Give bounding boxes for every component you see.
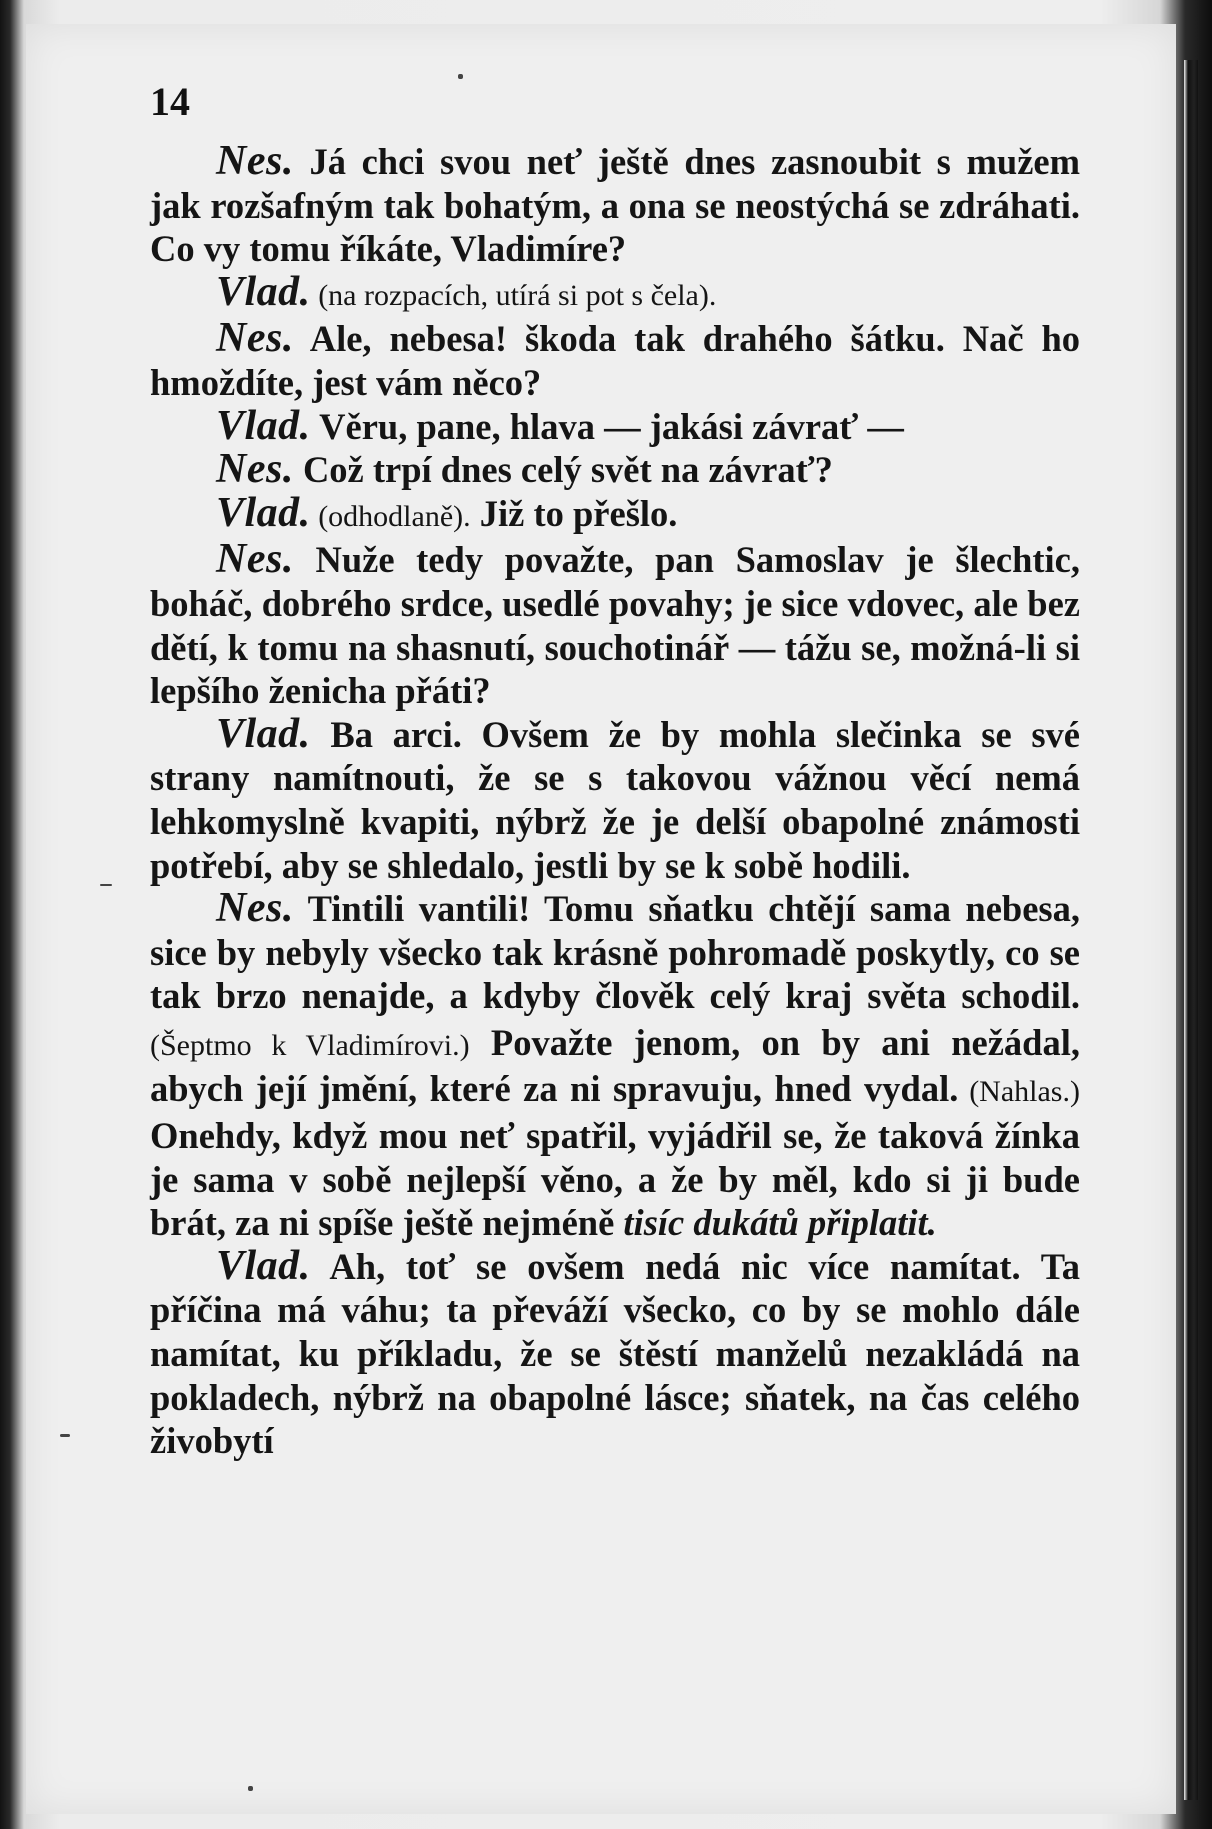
dialogue-text: Věru, pane, hlava — jakási závrať — <box>310 405 904 447</box>
dialogue-text: Tintili vantili! Tomu sňatku chtějí sama nebesa, sice by nebyly všecko tak krásně pohromadě poskytly, co se tak brzo nenajde, a kdyby člověk celý kraj světa schodil. <box>150 888 1080 1017</box>
stage-direction: (Nahlas.) <box>958 1075 1080 1109</box>
print-speck <box>248 1786 253 1791</box>
dialogue-text: Což trpí dnes celý svět na závrať? <box>293 449 833 491</box>
speaker-name: Vlad. <box>216 402 311 449</box>
stage-direction: (Šeptmo k Vladimírovi.) <box>150 1028 470 1062</box>
speaker-name: Nes. <box>216 536 294 583</box>
dialogue-text: Já chci svou neť ještě dnes zasnoubit s mužem jak rozšafným tak bohatým, a ona se neostýchá se zdráhati. Co vy tomu říkáte, Vladimíre? <box>150 141 1080 270</box>
dialogue-text: Považte jenom, on by ani nežádal, abych její jmění, které za ni spravuju, hned vydal. <box>150 1021 1080 1110</box>
dialogue-line <box>150 538 1080 712</box>
dialogue-line <box>150 317 1080 404</box>
print-speck <box>60 1434 70 1437</box>
dialogue-text: Ba arci. Ovšem že by mohla slečinka se své strany namítnouti, že se s takovou vážnou věcí nemá lehkomyslně kvapiti, nýbrž že je delší obapolné známosti potřebí, aby se shledalo, jestli by se k sobě hodili. <box>150 713 1080 886</box>
dialogue-text: Ah, toť se ovšem nedá nic více namítat. Ta příčina má váhu; ta převáží všecko, co by se mohlo dále namítat, ku příkladu, že se štěstí manželů nezakládá na pokladech, nýbrž na obapolné lásce; sňatek, na čas celého živobytí <box>150 1245 1080 1462</box>
dialogue-line <box>150 448 1080 492</box>
speaker-name: Vlad. <box>216 710 311 757</box>
stage-direction: (na rozpacích, utírá si pot s čela). <box>310 278 717 312</box>
dialogue-line <box>150 710 1080 887</box>
print-speck <box>458 74 463 79</box>
dialogue-line <box>150 1242 1080 1463</box>
dialogue-text: Nuže tedy považte, pan Samoslav je šlechtic, boháč, dobrého srdce, usedlé povahy; je sice vdovec, ale bez dětí, k tomu na shasnutí, souchotinář — tážu se, možná-li si lepšího ženicha přáti? <box>150 539 1080 712</box>
emphasized-text: tisíc dukátů připlatit. <box>623 1202 937 1244</box>
dialogue-line <box>150 268 1080 318</box>
page-number: 14 <box>150 79 190 124</box>
page-edge-shadow <box>1184 60 1198 1800</box>
dialogue-line <box>150 887 1080 1245</box>
speaker-name: Vlad. <box>216 489 311 536</box>
speaker-name: Nes. <box>216 315 294 362</box>
speaker-name: Nes. <box>216 885 294 932</box>
dialogue-text: Onehdy, když mou neť spatřil, vyjádřil se, že taková žínka je sama v sobě nejlepší věno, a že by měl, kdo si ji bude brát, za ni spíše ještě nejméně <box>150 1115 1080 1244</box>
dialogue-line <box>150 489 1080 539</box>
speaker-name: Vlad. <box>216 1242 311 1289</box>
speaker-name: Nes. <box>216 138 294 184</box>
stage-direction: (odhodlaně). <box>310 499 471 533</box>
print-speck <box>100 884 112 886</box>
dialogue-line <box>150 140 1080 271</box>
dialogue-text: Již to přešlo. <box>470 492 678 534</box>
play-text <box>150 140 1080 1463</box>
speaker-name: Vlad. <box>216 268 311 315</box>
dialogue-line <box>150 402 1080 449</box>
speaker-name: Nes. <box>216 446 294 493</box>
dialogue-text: Ale, nebesa! škoda tak drahého šátku. Nač ho hmoždíte, jest vám něco? <box>150 318 1080 403</box>
